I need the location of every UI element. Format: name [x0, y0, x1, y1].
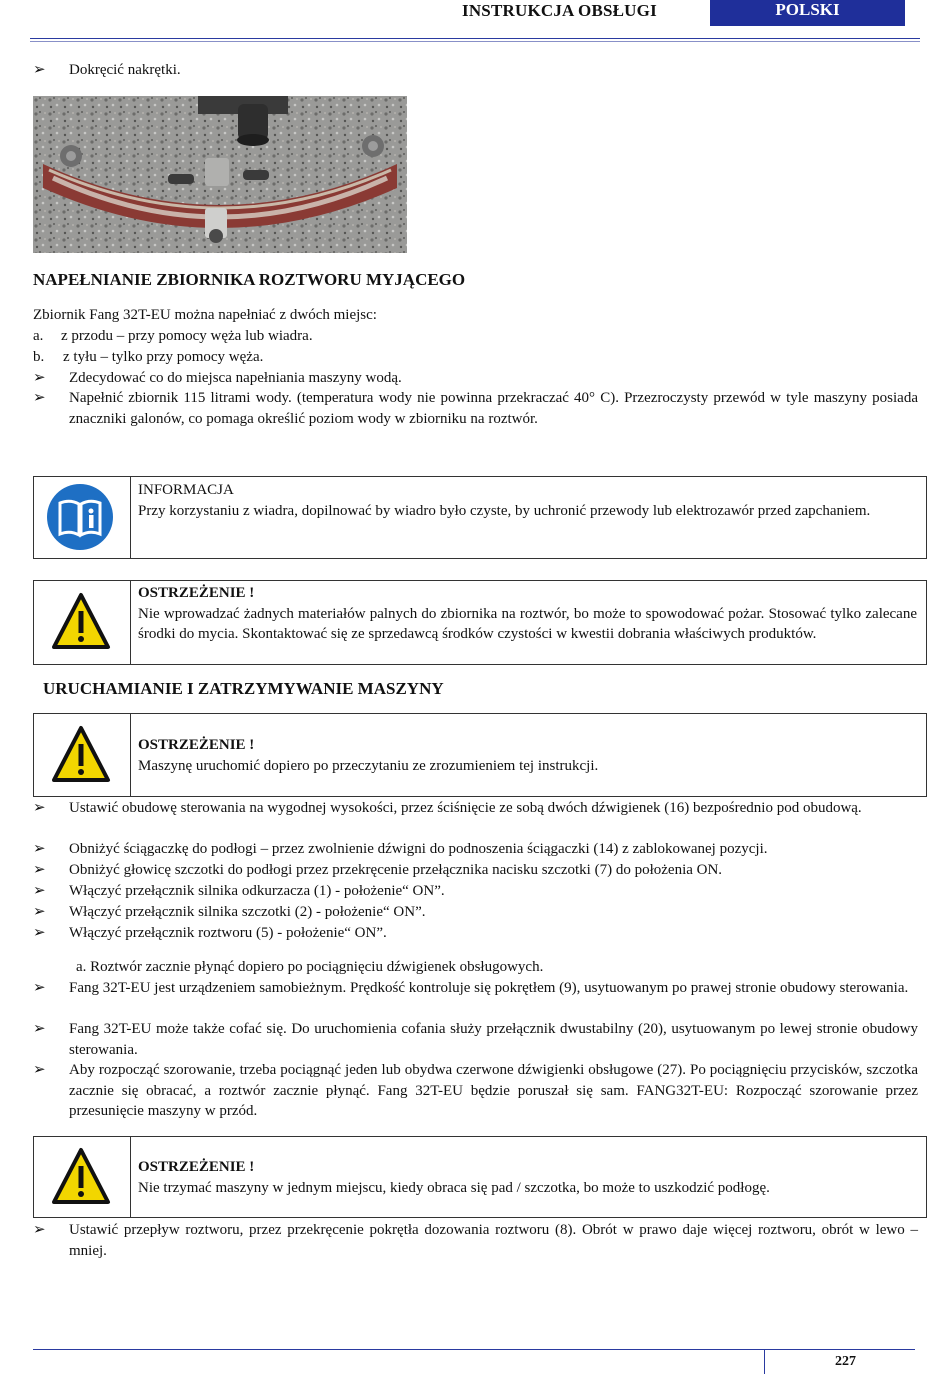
arrow-bullet-icon: ➢ — [33, 800, 46, 816]
header-rule-thin — [30, 41, 920, 42]
list-item — [33, 60, 918, 81]
list-item — [33, 798, 918, 819]
list-item-text: Napełnić zbiornik 115 litrami wody. (temperatura wody nie powinna przekraczać 40° C). Przezroczysty przewód w tyle maszyny posiada znaczniki galonów, co pomaga określić poziom wody w zbiorniku na roztwór. — [69, 390, 918, 427]
list-item-text: Zdecydować co do miejsca napełniania maszyny wodą. — [69, 370, 402, 386]
arrow-bullet-icon: ➢ — [33, 370, 46, 386]
arrow-bullet-icon: ➢ — [33, 862, 46, 878]
arrow-bullet-icon: ➢ — [33, 390, 46, 406]
arrow-bullet-icon: ➢ — [33, 841, 46, 857]
warning-box — [33, 580, 927, 665]
arrow-bullet-icon: ➢ — [33, 62, 46, 78]
list-item-text: Włączyć przełącznik silnika szczotki (2) - położenie“ ON”. — [69, 904, 426, 920]
list-item-text: Obniżyć ściągaczkę do podłogi – przez zwolnienie dźwigni do podnoszenia ściągaczki (14) z zablokowanej pozycji. — [69, 841, 768, 857]
list-item-text: Dokręcić nakrętki. — [69, 62, 181, 78]
list-marker: b. — [33, 349, 45, 365]
warning-title: OSTRZEŻENIE ! — [138, 585, 255, 601]
list-item-text: Włączyć przełącznik silnika odkurzacza (1) - położenie“ ON”. — [69, 883, 445, 899]
warning-triangle-icon — [34, 714, 130, 796]
list-item-text: Ustawić obudowę sterowania na wygodnej wysokości, przez ściśnięcie ze sobą dwóch dźwigienek (16) bezpośrednio pod obudową. — [69, 800, 862, 816]
warning-box — [33, 1136, 927, 1218]
list-item — [33, 368, 918, 389]
list-item — [33, 1019, 918, 1060]
paragraph-lead: Zbiornik Fang 32T-EU można napełniać z dwóch miejsc: — [33, 307, 377, 323]
warning-title: OSTRZEŻENIE ! — [138, 737, 255, 753]
footer-rule — [33, 1349, 915, 1350]
list-item — [33, 1220, 918, 1261]
list-item — [33, 923, 918, 944]
section-heading-start: URUCHAMIANIE I ZATRZYMYWANIE MASZYNY — [43, 679, 444, 698]
language-badge: POLSKI — [710, 0, 905, 26]
arrow-bullet-icon: ➢ — [33, 980, 46, 996]
page-number: 227 — [835, 1354, 856, 1369]
warning-triangle-icon — [34, 581, 130, 664]
list-item-text: z tyłu – tylko przy pomocy węża. — [63, 349, 264, 365]
arrow-bullet-icon: ➢ — [33, 1062, 46, 1078]
list-item-text: Włączyć przełącznik roztworu (5) - położenie“ ON”. — [69, 925, 387, 941]
manual-info-icon — [34, 477, 130, 558]
list-item — [33, 326, 918, 347]
warning-icon-cell — [34, 581, 131, 664]
footer-divider — [764, 1350, 765, 1374]
arrow-bullet-icon: ➢ — [33, 1021, 46, 1037]
list-item — [33, 388, 918, 429]
arrow-bullet-icon: ➢ — [33, 883, 46, 899]
arrow-bullet-icon: ➢ — [33, 1222, 46, 1238]
arrow-bullet-icon: ➢ — [33, 904, 46, 920]
list-item — [33, 881, 918, 902]
arrow-bullet-icon: ➢ — [33, 925, 46, 941]
list-item-text: Ustawić przepływ roztworu, przez przekręcenie pokrętła dozowania roztworu (8). Obrót w prawo daje więcej roztworu, obrót w lewo – mniej. — [69, 1222, 918, 1259]
list-item-text: Aby rozpocząć szorowanie, trzeba pociągnąć jeden lub obydwa czerwone dźwigienki obsługowe (27). Po pociągnięciu przycisków, szczotka zacznie się obracać, a roztwór zacznie płynąć. Fang 32T-EU będzie poruszał się sam. FANG32T-EU: Rozpocząć szorowanie przez przesunięcie maszyny w przód. — [69, 1062, 918, 1120]
sub-note: a. Roztwór zacznie płynąć dopiero po pociągnięciu dźwigienek obsługowych. — [76, 959, 544, 975]
squeegee-photo — [33, 96, 407, 253]
info-title: INFORMACJA — [138, 482, 234, 498]
list-item — [33, 839, 918, 860]
section-heading-fill: NAPEŁNIANIE ZBIORNIKA ROZTWORU MYJĄCEGO — [33, 270, 466, 289]
list-item-text: Fang 32T-EU może także cofać się. Do uruchomienia cofania służy przełącznik dwustabilny (20), usytuowanym po lewej stronie obudowy sterowania. — [69, 1021, 918, 1058]
document-title: INSTRUKCJA OBSŁUGI — [462, 1, 657, 20]
warning-box — [33, 713, 927, 797]
list-item — [33, 860, 918, 881]
list-item — [33, 902, 918, 923]
warning-text: Maszynę uruchomić dopiero po przeczytaniu ze zrozumieniem tej instrukcji. — [138, 757, 599, 774]
header-rule — [30, 38, 920, 39]
list-item — [33, 347, 918, 368]
info-icon-cell — [34, 477, 131, 558]
list-item-text: z przodu – przy pomocy węża lub wiadra. — [61, 328, 313, 344]
warning-title: OSTRZEŻENIE ! — [138, 1159, 255, 1175]
warning-icon-cell — [34, 1137, 131, 1217]
warning-triangle-icon — [34, 1137, 130, 1217]
list-item-text: Obniżyć głowicę szczotki do podłogi przez przekręcenie przełącznika nacisku szczotki (7) do położenia ON. — [69, 862, 723, 878]
list-marker: a. — [33, 328, 44, 344]
info-box — [33, 476, 927, 559]
list-item — [33, 978, 918, 999]
warning-icon-cell — [34, 714, 131, 796]
list-item — [33, 1060, 918, 1122]
warning-text: Nie wprowadzać żadnych materiałów palnych do zbiornika na roztwór, bo może to spowodować pożar. Stosować tylko zalecane środki do mycia. Skontaktować się ze sprzedawcą środków czystości w kwestii dobrania właściwych produktów. — [138, 605, 917, 643]
list-item-text: Fang 32T-EU jest urządzeniem samobieżnym. Prędkość kontroluje się pokrętłem (9), usytuowanym po prawej stronie obudowy sterowania. — [69, 980, 909, 996]
warning-text: Nie trzymać maszyny w jednym miejscu, kiedy obraca się pad / szczotka, bo może to uszkodzić podłogę. — [138, 1179, 770, 1196]
info-text: Przy korzystaniu z wiadra, dopilnować by wiadro było czyste, by uchronić przewody lub elektrozawór przed zapchaniem. — [138, 502, 871, 519]
